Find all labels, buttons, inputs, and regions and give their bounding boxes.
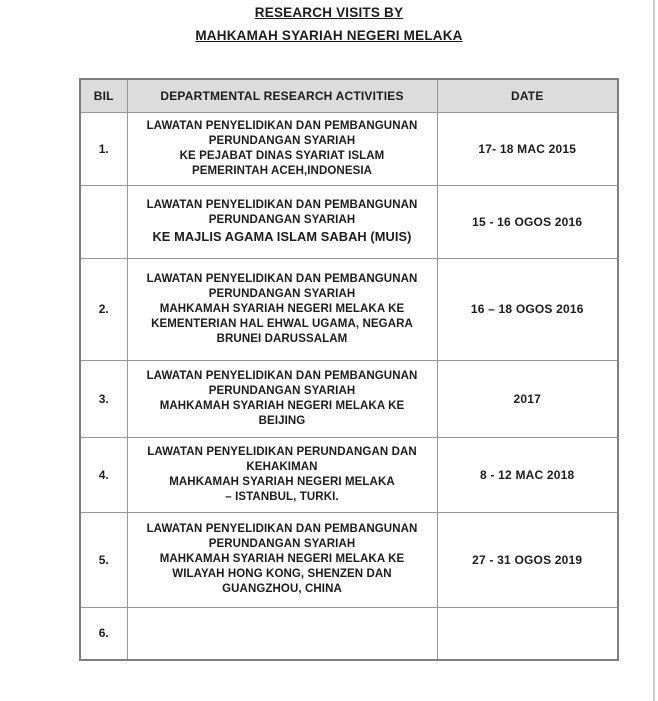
- date-cell: [437, 607, 618, 660]
- bil-cell: 5.: [80, 512, 127, 607]
- activity-line: LAWATAN PENYELIDIKAN PERUNDANGAN DAN: [147, 445, 417, 458]
- activity-line: MAHKAMAH SYARIAH NEGERI MELAKA: [169, 475, 395, 488]
- activity-line: KE PEJABAT DINAS SYARIAT ISLAM: [179, 149, 385, 162]
- date-cell: 27 - 31 OGOS 2019: [437, 512, 618, 607]
- page-title-line2: MAHKAMAH SYARIAH NEGERI MELAKA: [195, 28, 463, 43]
- page-edge-line: [653, 0, 655, 701]
- date-cell: 16 – 18 OGOS 2016: [437, 258, 618, 360]
- research-visits-table: [79, 78, 619, 661]
- activity-line: – ISTANBUL, TURKI.: [225, 490, 339, 503]
- activity-line: PEMERINTAH ACEH,INDONESIA: [191, 164, 373, 177]
- activity-line: LAWATAN PENYELIDIKAN DAN PEMBANGUNAN: [146, 272, 418, 285]
- activity-cell: [127, 437, 437, 512]
- activity-line: MAHKAMAH SYARIAH NEGERI MELAKA KE: [159, 302, 405, 315]
- activity-line: PERUNDANGAN SYARIAH: [208, 287, 356, 300]
- table-row: [80, 437, 618, 512]
- activity-line: PERUNDANGAN SYARIAH: [208, 134, 356, 147]
- bil-cell: 3.: [80, 360, 127, 437]
- table-row: [80, 185, 618, 258]
- bil-cell: 6.: [80, 607, 127, 660]
- bil-cell: 1.: [80, 112, 127, 185]
- activity-line: KEMENTERIAN HAL EHWAL UGAMA, NEGARA: [151, 317, 413, 330]
- activity-line: LAWATAN PENYELIDIKAN DAN PEMBANGUNAN: [146, 199, 418, 211]
- activity-cell: [127, 360, 437, 437]
- activity-line: PERUNDANGAN SYARIAH: [208, 538, 356, 550]
- bil-cell: 2.: [80, 258, 127, 360]
- column-header-activities: DEPARTMENTAL RESEARCH ACTIVITIES: [127, 79, 437, 112]
- document-header: [0, 6, 658, 52]
- date-cell: 8 - 12 MAC 2018: [437, 437, 618, 512]
- activity-line: BEIJING: [258, 414, 306, 427]
- date-cell: 15 - 16 OGOS 2016: [437, 185, 618, 258]
- date-cell: 17- 18 MAC 2015: [437, 112, 618, 185]
- page-title-line1: RESEARCH VISITS BY: [254, 5, 404, 20]
- column-header-date: DATE: [437, 79, 618, 112]
- activity-line: BRUNEI DARUSSALAM: [216, 332, 348, 345]
- table-row: [80, 512, 618, 607]
- activity-line: KE MAJLIS AGAMA ISLAM SABAH (MUIS): [152, 229, 412, 244]
- activity-line: LAWATAN PENYELIDIKAN DAN PEMBANGUNAN: [146, 369, 418, 382]
- activity-line: KEHAKIMAN: [246, 460, 318, 473]
- column-header-bil: BIL: [80, 79, 127, 112]
- bil-cell: 4.: [80, 437, 127, 512]
- activity-cell: [127, 112, 437, 185]
- activity-line: MAHKAMAH SYARIAH NEGERI MELAKA KE: [159, 553, 405, 565]
- table-row: [80, 360, 618, 437]
- activity-line: PERUNDANGAN SYARIAH: [208, 214, 356, 226]
- activity-line: GUANGZHOU, CHINA: [222, 583, 342, 595]
- activity-line: LAWATAN PENYELIDIKAN DAN PEMBANGUNAN: [146, 119, 418, 132]
- activity-cell: [127, 258, 437, 360]
- table-row: [80, 607, 618, 660]
- table-header-row: [80, 79, 618, 112]
- date-cell: 2017: [437, 360, 618, 437]
- research-table-body: [80, 112, 618, 660]
- activity-cell: [127, 607, 437, 660]
- table-row: [80, 112, 618, 185]
- table-row: [80, 258, 618, 360]
- activity-line: WILAYAH HONG KONG, SHENZEN DAN: [172, 568, 392, 580]
- bil-cell: [80, 185, 127, 258]
- activity-cell: [127, 512, 437, 607]
- activity-line: LAWATAN PENYELIDIKAN DAN PEMBANGUNAN: [146, 523, 418, 535]
- activity-cell: [127, 185, 437, 258]
- activity-line: MAHKAMAH SYARIAH NEGERI MELAKA KE: [159, 399, 405, 412]
- activity-line: PERUNDANGAN SYARIAH: [208, 384, 356, 397]
